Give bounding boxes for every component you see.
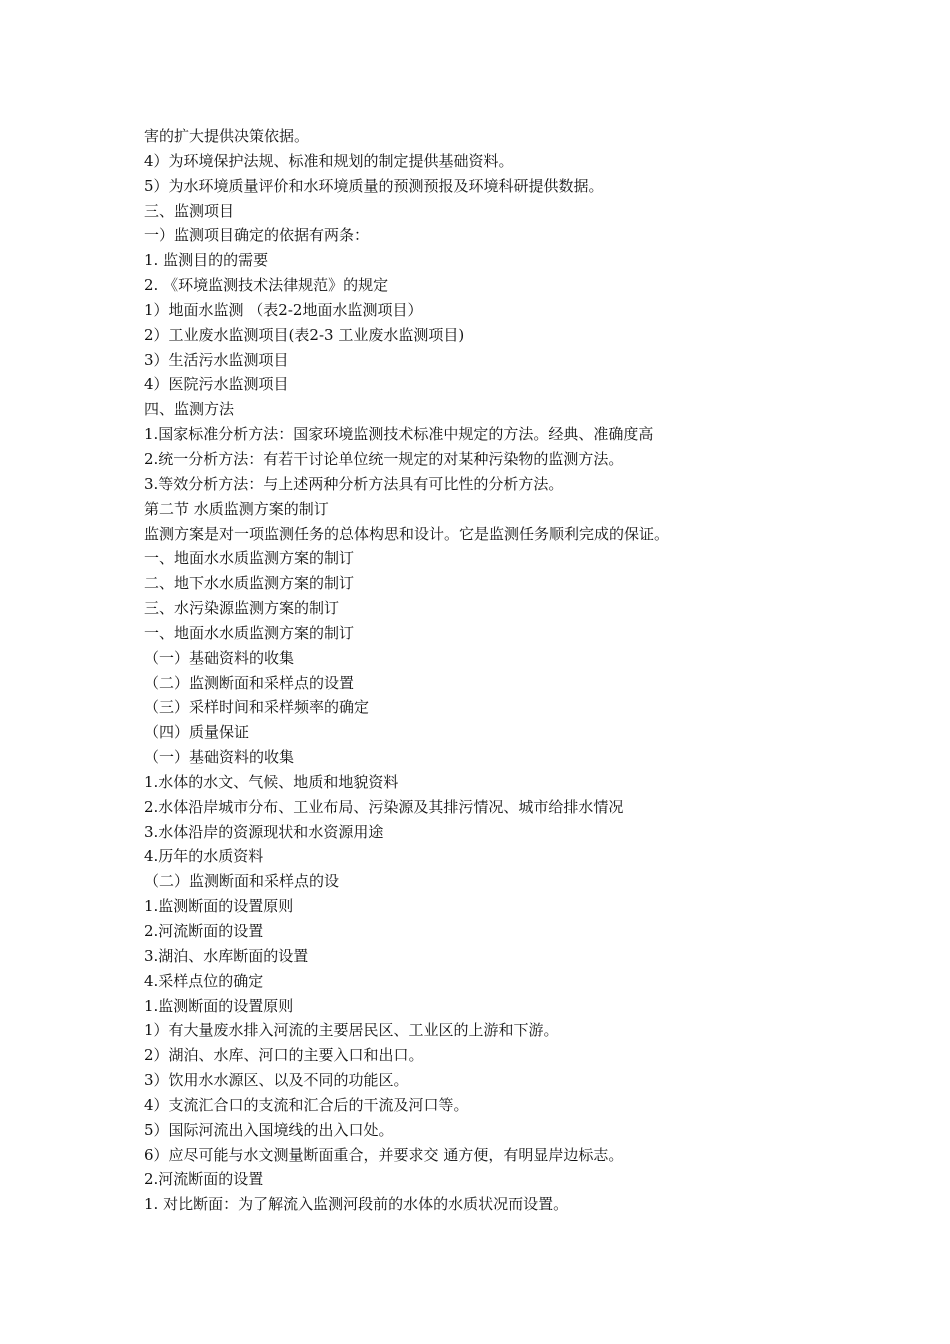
text-line: 3）饮用水水源区、以及不同的功能区。 bbox=[144, 1071, 409, 1090]
text-line: 1. 监测目的的需要 bbox=[144, 251, 269, 270]
text-line: 5）为水环境质量评价和水环境质量的预测预报及环境科研提供数据。 bbox=[144, 176, 604, 195]
text-line: 监测方案是对一项监测任务的总体构思和设计。它是监测任务顺利完成的保证。 bbox=[144, 524, 670, 543]
text-line: 一）监测项目确定的依据有两条： bbox=[144, 226, 370, 245]
text-line: 3.水体沿岸的资源现状和水资源用途 bbox=[144, 822, 384, 841]
text-line: 1. 对比断面：为了解流入监测河段前的水体的水质状况而设置。 bbox=[144, 1195, 569, 1214]
section-heading: 第二节 水质监测方案的制订 bbox=[144, 499, 329, 518]
text-line: 1.水体的水文、气候、地质和地貌资料 bbox=[144, 772, 399, 791]
text-line: 5）国际河流出入国境线的出入口处。 bbox=[144, 1120, 394, 1139]
document-body bbox=[144, 124, 844, 1217]
section-heading: 一、地面水水质监测方案的制订 bbox=[144, 623, 355, 642]
text-line: 1.国家标准分析方法：国家环境监测技术标准中规定的方法。经典、准确度高 bbox=[144, 425, 654, 444]
text-line: （四）质量保证 bbox=[144, 723, 250, 742]
section-heading: 三、监测项目 bbox=[144, 201, 235, 220]
text-line: （一）基础资料的收集 bbox=[144, 648, 295, 667]
text-line: 3）生活污水监测项目 bbox=[144, 350, 289, 369]
section-heading: 三、水污染源监测方案的制订 bbox=[144, 599, 340, 618]
section-heading: 四、监测方法 bbox=[144, 400, 235, 419]
text-line: 2.水体沿岸城市分布、工业布局、污染源及其排污情况、城市给排水情况 bbox=[144, 797, 624, 816]
text-line: 2. 《环境监测技术法律规范》的规定 bbox=[144, 276, 389, 295]
text-line: （二）监测断面和采样点的设置 bbox=[144, 673, 355, 692]
text-line: 4）支流汇合口的支流和汇合后的干流及河口等。 bbox=[144, 1095, 469, 1114]
text-line: 2）工业废水监测项目(表2-3 工业废水监测项目) bbox=[144, 325, 465, 344]
text-line: 2.河流断面的设置 bbox=[144, 1170, 264, 1189]
text-line: 1.监测断面的设置原则 bbox=[144, 897, 294, 916]
section-heading: 二、地下水水质监测方案的制订 bbox=[144, 574, 355, 593]
text-line: 4.采样点位的确定 bbox=[144, 971, 264, 990]
text-line: 3.湖泊、水库断面的设置 bbox=[144, 946, 309, 965]
text-line: 6）应尽可能与水文测量断面重合，并要求交 通方便，有明显岸边标志。 bbox=[144, 1145, 624, 1164]
text-line: 2.河流断面的设置 bbox=[144, 922, 264, 940]
text-line: 害的扩大提供决策依据。 bbox=[144, 127, 310, 145]
text-line: 1）有大量废水排入河流的主要居民区、工业区的上游和下游。 bbox=[144, 1021, 559, 1040]
text-line: 3.等效分析方法：与上述两种分析方法具有可比性的分析方法。 bbox=[144, 474, 564, 493]
text-line: （一）基础资料的收集 bbox=[144, 748, 295, 767]
text-line: 4）为环境保护法规、标准和规划的制定提供基础资料。 bbox=[144, 151, 514, 170]
text-line: 2）湖泊、水库、河口的主要入口和出口。 bbox=[144, 1046, 424, 1065]
text-line: （二）监测断面和采样点的设 bbox=[144, 872, 340, 891]
section-heading: 一、地面水水质监测方案的制订 bbox=[144, 549, 355, 568]
text-line: 4.历年的水质资料 bbox=[144, 847, 264, 866]
text-line: 1.监测断面的设置原则 bbox=[144, 996, 294, 1015]
text-line: 1）地面水监测 （表2-2地面水监测项目） bbox=[144, 300, 423, 319]
text-line: 2.统一分析方法：有若干讨论单位统一规定的对某种污染物的监测方法。 bbox=[144, 449, 624, 468]
text-line: （三）采样时间和采样频率的确定 bbox=[144, 698, 370, 717]
text-line: 4）医院污水监测项目 bbox=[144, 375, 289, 394]
